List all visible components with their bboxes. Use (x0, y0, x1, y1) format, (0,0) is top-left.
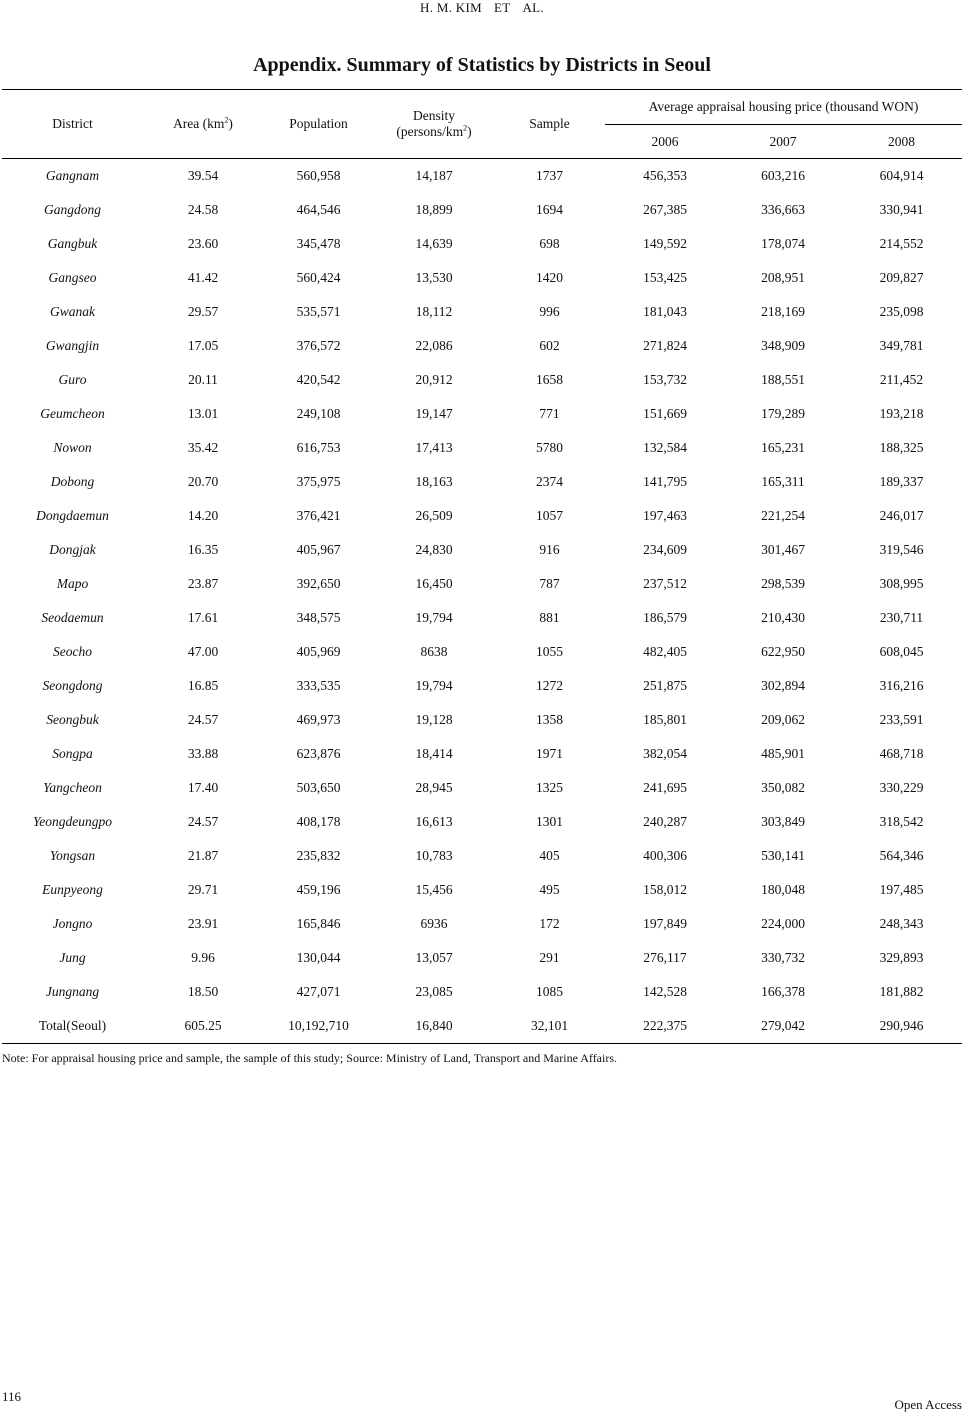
cell-density: 14,187 (415, 168, 453, 183)
table-row (2, 737, 962, 771)
cell-price-2008: 319,546 (879, 542, 924, 557)
cell-sample: 916 (539, 542, 560, 557)
cell-price-2008: 193,218 (879, 406, 924, 421)
cell-price-2007: 530,141 (761, 848, 805, 863)
cell-price-2007: 208,951 (761, 270, 805, 285)
cell-area: 24.58 (187, 202, 219, 217)
cell-sample: 1325 (536, 780, 563, 795)
table-row (2, 805, 962, 839)
cell-price-2008: 608,045 (879, 644, 924, 659)
cell-sample: 698 (539, 236, 560, 251)
cell-area: 20.70 (187, 474, 219, 489)
cell-population: 469,973 (296, 712, 341, 727)
cell-sample: 2374 (536, 474, 563, 489)
cell-area: 20.11 (188, 372, 218, 387)
total-cell-density: 16,840 (415, 1018, 453, 1033)
cell-density: 6936 (420, 916, 448, 931)
cell-price-2007: 485,901 (761, 746, 805, 761)
cell-sample: 1301 (536, 814, 563, 829)
cell-area: 23.91 (187, 916, 219, 931)
column-header-area: Area $(km^2)$ (173, 115, 233, 131)
running-head (0, 0, 964, 20)
cell-density: 13,057 (415, 950, 453, 965)
total-cell-area: 605.25 (184, 1018, 222, 1033)
cell-district: Jongno (52, 916, 93, 931)
cell-sample: 1694 (536, 202, 563, 217)
table-row (2, 839, 962, 873)
cell-population: 405,967 (296, 542, 341, 557)
table-row (2, 397, 962, 431)
cell-price-2006: 185,801 (643, 712, 687, 727)
cell-sample: 1420 (536, 270, 563, 285)
cell-population: 405,969 (296, 644, 341, 659)
total-cell-sample: 32,101 (530, 1018, 569, 1033)
cell-district: Eunpyeong (42, 882, 103, 897)
cell-price-2006: 251,875 (643, 678, 687, 693)
table-row (2, 635, 962, 669)
cell-area: 35.42 (187, 440, 219, 455)
column-header-district: District (52, 116, 93, 131)
cell-population: 408,178 (296, 814, 341, 829)
cell-price-2008: 316,216 (879, 678, 924, 693)
cell-price-2008: 468,718 (879, 746, 924, 761)
cell-area: 24.57 (187, 712, 219, 727)
cell-sample: 1055 (536, 644, 563, 659)
cell-density: 15,456 (415, 882, 453, 897)
cell-density: 22,086 (415, 338, 453, 353)
table-row (2, 431, 962, 465)
cell-sample: 495 (539, 882, 560, 897)
cell-price-2006: 267,385 (643, 202, 687, 217)
cell-price-2007: 603,216 (761, 168, 805, 183)
cell-district: Seocho (53, 644, 92, 659)
cell-area: 29.57 (187, 304, 219, 319)
cell-district: Nowon (53, 440, 92, 455)
cell-price-2006: 151,669 (643, 406, 687, 421)
cell-price-2007: 302,894 (761, 678, 805, 693)
cell-area: 24.57 (187, 814, 219, 829)
cell-district: Seodaemun (41, 610, 104, 625)
cell-price-2006: 142,528 (643, 984, 687, 999)
cell-area: 16.35 (187, 542, 219, 557)
cell-population: 560,958 (296, 168, 341, 183)
cell-population: 345,478 (296, 236, 341, 251)
cell-district: Songpa (52, 746, 93, 761)
cell-district: Yangcheon (43, 780, 102, 795)
running-head-et: ET (493, 0, 511, 15)
cell-population: 235,832 (296, 848, 341, 863)
cell-price-2006: 271,824 (643, 338, 687, 353)
cell-district: Dobong (50, 474, 95, 489)
statistics-table (2, 89, 962, 1044)
cell-area: 16.85 (187, 678, 219, 693)
cell-population: 459,196 (296, 882, 341, 897)
table-row (2, 499, 962, 533)
cell-price-2006: 241,695 (643, 780, 687, 795)
cell-sample: 5780 (536, 440, 563, 455)
column-group-price: Average appraisal housing price (thousand WON) (605, 90, 962, 125)
cell-district: Dongdaemun (36, 508, 109, 523)
cell-price-2007: 165,311 (761, 474, 805, 489)
table-row (2, 159, 962, 194)
cell-price-2008: 181,882 (879, 984, 924, 999)
table-row (2, 533, 962, 567)
cell-population: 130,044 (296, 950, 341, 965)
column-header-density: Density $(persons/km^2)$ (396, 108, 472, 139)
cell-price-2006: 141,795 (643, 474, 687, 489)
cell-district: Dongjak (49, 542, 96, 557)
table-body (2, 159, 962, 1044)
cell-density: 10,783 (415, 848, 453, 863)
cell-population: 623,876 (296, 746, 341, 761)
cell-price-2007: 330,732 (761, 950, 805, 965)
cell-price-2007: 348,909 (761, 338, 805, 353)
cell-price-2007: 350,082 (761, 780, 805, 795)
cell-density: 14,639 (415, 236, 453, 251)
cell-population: 376,572 (296, 338, 341, 353)
cell-district: Gangbuk (47, 236, 98, 251)
cell-price-2008: 318,542 (879, 814, 924, 829)
cell-density: 28,945 (415, 780, 453, 795)
total-cell-price-2007: 279,042 (761, 1018, 805, 1033)
cell-price-2006: 181,043 (643, 304, 687, 319)
cell-population: 427,071 (296, 984, 341, 999)
cell-district: Seongbuk (46, 712, 99, 727)
cell-price-2008: 329,893 (879, 950, 924, 965)
cell-price-2006: 186,579 (643, 610, 687, 625)
cell-area: 17.05 (187, 338, 219, 353)
cell-price-2006: 153,425 (643, 270, 687, 285)
cell-price-2008: 214,552 (879, 236, 924, 251)
cell-population: 333,535 (296, 678, 341, 693)
cell-price-2006: 382,054 (643, 746, 687, 761)
cell-sample: 1737 (536, 168, 563, 183)
cell-district: Yongsan (49, 848, 96, 863)
cell-district: Mapo (56, 576, 89, 591)
cell-area: 23.60 (187, 236, 219, 251)
cell-price-2008: 564,346 (879, 848, 924, 863)
cell-price-2007: 301,467 (761, 542, 805, 557)
cell-price-2007: 224,000 (761, 916, 805, 931)
cell-price-2007: 165,231 (761, 440, 805, 455)
cell-district: Gangdong (44, 202, 101, 217)
cell-price-2008: 330,229 (879, 780, 924, 795)
cell-sample: 771 (539, 406, 560, 421)
cell-density: 18,163 (415, 474, 453, 489)
cell-price-2007: 188,551 (761, 372, 805, 387)
cell-population: 348,575 (296, 610, 341, 625)
cell-sample: 602 (539, 338, 560, 353)
cell-price-2008: 349,781 (879, 338, 924, 353)
cell-area: 14.20 (187, 508, 219, 523)
cell-district: Gangseo (48, 270, 97, 285)
cell-sample: 1658 (536, 372, 563, 387)
cell-sample: 1057 (536, 508, 563, 523)
table-row (2, 261, 962, 295)
cell-price-2007: 209,062 (761, 712, 805, 727)
cell-sample: 291 (539, 950, 560, 965)
cell-price-2007: 178,074 (761, 236, 805, 251)
total-cell-district: Total(Seoul) (38, 1018, 107, 1033)
table-row (2, 601, 962, 635)
cell-price-2008: 604,914 (879, 168, 924, 183)
cell-area: 47.00 (187, 644, 219, 659)
cell-district: Seongdong (42, 678, 103, 693)
table-row (2, 363, 962, 397)
cell-sample: 405 (539, 848, 560, 863)
table-row (2, 329, 962, 363)
cell-price-2007: 303,849 (761, 814, 805, 829)
cell-price-2006: 240,287 (643, 814, 687, 829)
cell-density: 20,912 (415, 372, 453, 387)
cell-area: 39.54 (187, 168, 219, 183)
cell-density: 23,085 (415, 984, 453, 999)
cell-population: 464,546 (296, 202, 341, 217)
cell-price-2008: 233,591 (879, 712, 924, 727)
column-header-2008: 2008 (888, 133, 915, 149)
cell-density: 16,450 (415, 576, 453, 591)
cell-price-2006: 276,117 (643, 950, 687, 965)
cell-density: 26,509 (415, 508, 453, 523)
cell-district: Geumcheon (40, 406, 105, 421)
cell-price-2007: 622,950 (761, 644, 805, 659)
cell-district: Gwanak (50, 304, 95, 319)
cell-population: 616,753 (296, 440, 341, 455)
cell-sample: 996 (539, 304, 560, 319)
cell-district: Gangnam (45, 168, 100, 183)
cell-density: 8638 (420, 644, 448, 659)
cell-district: Gwangjin (45, 338, 100, 353)
cell-area: 41.42 (187, 270, 219, 285)
cell-area: 18.50 (187, 984, 219, 999)
table-row (2, 227, 962, 261)
cell-price-2006: 237,512 (643, 576, 687, 591)
cell-population: 420,542 (296, 372, 341, 387)
cell-price-2006: 456,353 (643, 168, 687, 183)
cell-area: 21.87 (187, 848, 219, 863)
cell-density: 19,794 (415, 678, 453, 693)
cell-price-2008: 308,995 (879, 576, 924, 591)
total-cell-population: 10,192,710 (288, 1018, 349, 1033)
table-row (2, 295, 962, 329)
cell-area: 29.71 (187, 882, 219, 897)
cell-area: 33.88 (187, 746, 219, 761)
open-access-label: Open Access (894, 1397, 962, 1412)
cell-price-2006: 197,463 (643, 508, 687, 523)
table-row (2, 907, 962, 941)
cell-district: Yeongdeungpo (32, 814, 112, 829)
cell-price-2008: 235,098 (879, 304, 924, 319)
total-cell-price-2008: 290,946 (879, 1018, 924, 1033)
cell-price-2006: 234,609 (643, 542, 687, 557)
cell-population: 560,424 (296, 270, 341, 285)
cell-population: 249,108 (296, 406, 341, 421)
cell-population: 376,421 (296, 508, 341, 523)
page-number: 116 (2, 1389, 22, 1404)
total-cell-price-2006: 222,375 (643, 1018, 687, 1033)
cell-density: 24,830 (415, 542, 453, 557)
table-row-total (2, 1009, 962, 1044)
cell-sample: 881 (539, 610, 560, 625)
cell-price-2006: 197,849 (643, 916, 687, 931)
cell-density: 18,899 (415, 202, 453, 217)
cell-price-2007: 221,254 (761, 508, 805, 523)
table-note: Note: For appraisal housing price and sample, the sample of this study; Source: Ministry of Land, Transport and Marine Affairs. (2, 1051, 618, 1065)
cell-area: 23.87 (187, 576, 219, 591)
cell-price-2006: 400,306 (643, 848, 687, 863)
cell-area: 9.96 (191, 950, 215, 965)
cell-sample: 1358 (536, 712, 563, 727)
cell-price-2006: 482,405 (643, 644, 687, 659)
cell-price-2007: 298,539 (761, 576, 805, 591)
cell-population: 375,975 (296, 474, 341, 489)
column-header-population: Population (289, 116, 348, 131)
table-row (2, 193, 962, 227)
column-header-2006: 2006 (651, 133, 679, 149)
cell-density: 18,112 (415, 304, 453, 319)
cell-price-2007: 210,430 (761, 610, 805, 625)
table-row (2, 771, 962, 805)
cell-price-2007: 218,169 (761, 304, 805, 319)
table-row (2, 703, 962, 737)
cell-price-2006: 158,012 (643, 882, 687, 897)
cell-price-2008: 246,017 (879, 508, 924, 523)
cell-price-2008: 330,941 (879, 202, 924, 217)
cell-price-2008: 230,711 (879, 610, 924, 625)
cell-density: 17,413 (415, 440, 453, 455)
cell-sample: 1971 (536, 746, 563, 761)
cell-price-2008: 189,337 (879, 474, 924, 489)
cell-district: Guro (58, 372, 87, 387)
cell-price-2007: 166,378 (761, 984, 805, 999)
cell-district: Jungnang (45, 984, 100, 999)
cell-price-2007: 179,289 (761, 406, 805, 421)
table-row (2, 975, 962, 1009)
cell-price-2007: 336,663 (761, 202, 805, 217)
cell-price-2008: 209,827 (879, 270, 924, 285)
cell-price-2006: 153,732 (643, 372, 687, 387)
table-row (2, 941, 962, 975)
cell-density: 16,613 (415, 814, 453, 829)
table-row (2, 873, 962, 907)
appendix-title: Appendix. Summary of Statistics by Districts in Seoul (253, 54, 711, 76)
column-header-sample: Sample (529, 116, 570, 131)
cell-price-2008: 197,485 (879, 882, 924, 897)
cell-density: 18,414 (415, 746, 453, 761)
cell-sample: 1085 (536, 984, 563, 999)
table-row (2, 567, 962, 601)
running-head-al: AL. (522, 0, 544, 15)
cell-density: 19,128 (415, 712, 453, 727)
cell-density: 13,530 (415, 270, 453, 285)
cell-area: 17.40 (187, 780, 219, 795)
cell-population: 535,571 (296, 304, 341, 319)
column-header-2007: 2007 (769, 133, 797, 149)
cell-price-2008: 188,325 (879, 440, 924, 455)
cell-population: 503,650 (296, 780, 341, 795)
cell-sample: 787 (539, 576, 560, 591)
cell-area: 17.61 (187, 610, 219, 625)
cell-price-2008: 211,452 (879, 372, 924, 387)
cell-district: Jung (59, 950, 86, 965)
cell-sample: 172 (539, 916, 560, 931)
table-row (2, 465, 962, 499)
cell-sample: 1272 (536, 678, 563, 693)
cell-price-2008: 248,343 (879, 916, 924, 931)
cell-density: 19,147 (415, 406, 453, 421)
cell-density: 19,794 (415, 610, 453, 625)
running-head-author: H. M. KIM (420, 0, 482, 15)
table-row (2, 669, 962, 703)
cell-population: 165,846 (296, 916, 341, 931)
cell-price-2006: 132,584 (643, 440, 687, 455)
cell-area: 13.01 (187, 406, 219, 421)
cell-price-2007: 180,048 (761, 882, 805, 897)
cell-price-2006: 149,592 (643, 236, 687, 251)
cell-population: 392,650 (296, 576, 341, 591)
